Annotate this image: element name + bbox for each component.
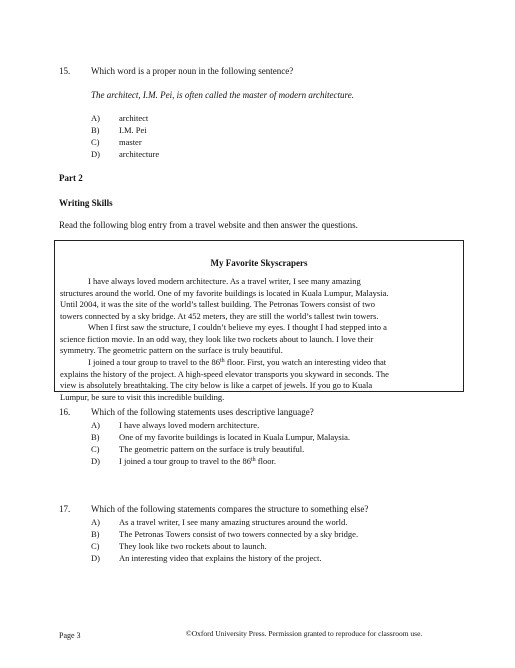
q15-option-b-letter: B) [91,125,100,135]
q17-question: Which of the following statements compares the structure to something else? [91,504,369,514]
blog-title: My Favorite Skyscrapers [210,258,308,268]
q15-option-c-letter: C) [91,137,100,147]
blog-paragraph-2 [60,322,460,357]
q15-option-c: master [119,137,142,147]
q17-number: 17. [59,504,71,514]
blog-p1-line: structures around the world. One of my favorite buildings is located in Kuala Lumpur, Malaysia. [60,287,389,298]
q17-option-d: An interesting video that explains the history of the project. [119,553,322,563]
q17-option-c-letter: C) [91,541,100,551]
blog-paragraph-3 [60,357,460,403]
q17-option-d-letter: D) [91,553,100,563]
q16-question: Which of the following statements uses descriptive language? [91,407,314,417]
q15-option-a: architect [119,113,149,123]
q16-option-d [119,456,276,468]
q16-option-b: One of my favorite buildings is located in Kuala Lumpur, Malaysia. [119,432,350,442]
q16-option-c-letter: C) [91,444,100,454]
blog-p3-text: I joined a tour group to travel to the 86 [88,357,220,367]
q15-option-d: architecture [119,149,160,159]
q15-number: 15. [59,66,71,76]
page-number: Page 3 [59,631,81,640]
blog-p2-line: When I first saw the structure, I couldn’t believe my eyes. I thought I had stepped into a [88,322,387,332]
q16-option-d-text: floor. [255,456,276,466]
q17-option-b-letter: B) [91,529,100,539]
q16-option-a-letter: A) [91,420,100,430]
part-heading: Part 2 [59,173,83,183]
q17-option-b: The Petronas Towers consist of two towers connected by a sky bridge. [119,529,359,539]
q15-option-b: I.M. Pei [119,125,147,135]
blog-p2-line: symmetry. The geometric pattern on the surface is truly beautiful. [60,345,283,355]
copyright-notice: ©Oxford University Press. Permission granted to reproduce for classroom use. [186,629,423,638]
blog-p3-line: view is absolutely breathtaking. The city below is like a carpet of jewels. If you go to Kuala [60,380,373,390]
q16-option-b-letter: B) [91,432,100,442]
blog-p3-text: floor. First, you watch an interesting video that [224,357,387,367]
blog-p3-line: Lumpur, be sure to visit this incredible building. [60,391,225,402]
blog-p3-line [60,357,460,369]
q17-option-c: They look like two rockets about to launch. [119,541,267,551]
blog-p1-line: towers connected by a sky bridge. At 452 meters, they are still the world’s tallest twin towers. [60,310,379,321]
section-heading: Writing Skills [59,198,113,208]
instructions: Read the following blog entry from a travel website and then answer the questions. [59,220,358,230]
blog-p3-ordinal: th [219,358,225,364]
q16-option-d-letter: D) [91,456,100,466]
q15-option-d-letter: D) [91,149,100,159]
blog-p1-line: I have always loved modern architecture. As a travel writer, I see many amazing [88,276,361,286]
q16-option-d-ordinal: th [250,457,256,463]
q16-number: 16. [59,407,71,417]
q15-question: Which word is a proper noun in the following sentence? [91,66,294,76]
q16-option-a: I have always loved modern architecture. [119,420,260,430]
q16-option-d-text: I joined a tour group to travel to the 86 [119,456,251,466]
blog-p3-line: explains the history of the project. A high-speed elevator transports you skyward in seconds. The [60,368,389,379]
q15-option-a-letter: A) [91,113,100,123]
blog-p2-line: science fiction movie. In an odd way, they look like two rockets about to launch. I love their [60,333,374,344]
q17-option-a: As a travel writer, I see many amazing structures around the world. [119,517,348,527]
q17-option-a-letter: A) [91,517,100,527]
q16-option-c: The geometric pattern on the surface is truly beautiful. [119,444,305,454]
blog-paragraph-1 [60,276,460,322]
q15-sentence: The architect, I.M. Pei, is often called the master of modern architecture. [91,90,354,100]
blog-p1-line: Until 2004, it was the site of the world’s tallest building. The Petronas Towers consist of two [60,299,375,309]
